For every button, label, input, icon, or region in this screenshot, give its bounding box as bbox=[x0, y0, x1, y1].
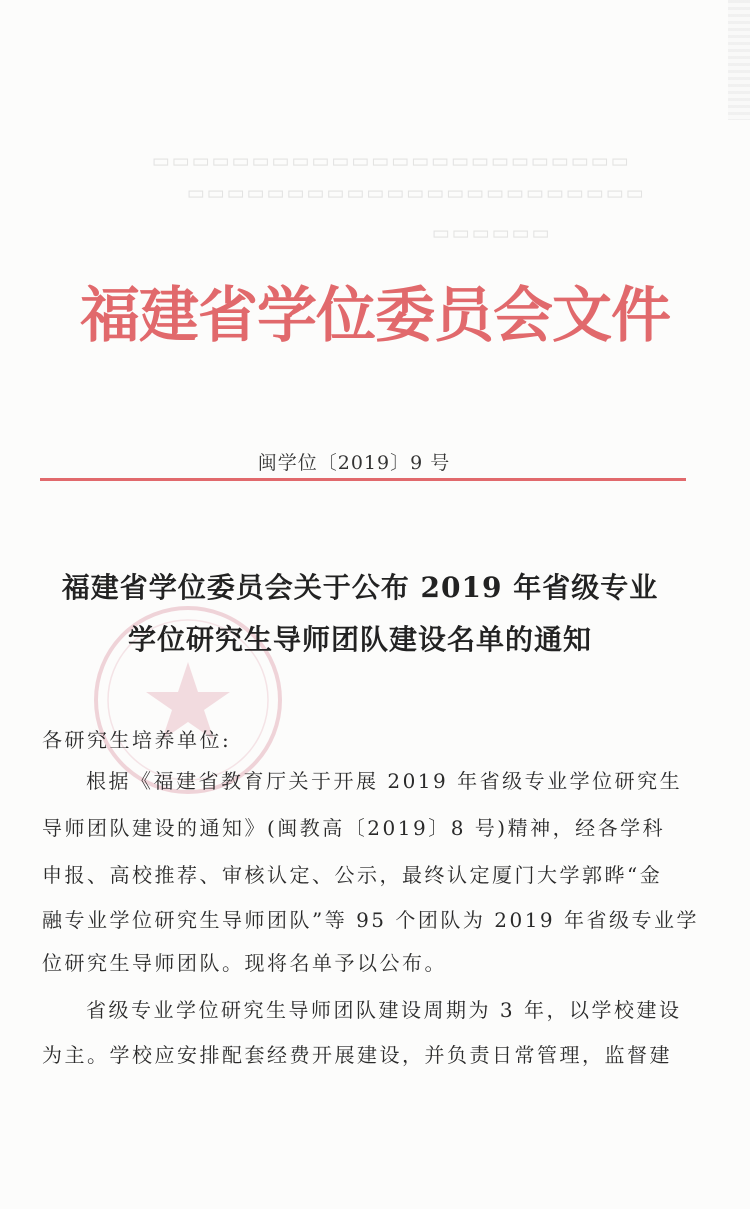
scan-edge-artifact bbox=[728, 0, 750, 120]
org-document-header: 福建省学位委员会文件 bbox=[80, 281, 670, 351]
paragraph-2-line: 为主。学校应安排配套经费开展建设，并负责日常管理，监督建 bbox=[42, 1043, 672, 1067]
paragraph-2-line: 省级专业学位研究生导师团队建设周期为 3 年，以学校建设 bbox=[86, 998, 682, 1022]
bleed-through-text: ▭▭▭▭▭▭ bbox=[430, 222, 550, 244]
paragraph-1-line: 申报、高校推荐、审核认定、公示，最终认定厦门大学郭晔“金 bbox=[42, 863, 663, 887]
salutation: 各研究生培养单位: bbox=[42, 728, 232, 752]
notice-title-line-1: 福建省学位委员会关于公布 2019 年省级专业 bbox=[61, 571, 659, 604]
notice-title-line-2: 学位研究生导师团队建设名单的通知 bbox=[127, 623, 592, 656]
paragraph-1-line: 位研究生导师团队。现将名单予以公布。 bbox=[42, 951, 447, 975]
paragraph-1-line: 根据《福建省教育厅关于开展 2019 年省级专业学位研究生 bbox=[86, 769, 683, 793]
paragraph-1-line: 导师团队建设的通知》(闽教高〔2019〕8 号)精神，经各学科 bbox=[42, 816, 666, 840]
document-number: 闽学位〔2019〕9 号 bbox=[257, 452, 451, 474]
paragraph-1-line: 融专业学位研究生导师团队”等 95 个团队为 2019 年省级专业学 bbox=[42, 908, 700, 932]
bleed-through-text: ▭▭▭▭▭▭▭▭▭▭▭▭▭▭▭▭▭▭▭▭▭▭▭ bbox=[185, 182, 644, 204]
bleed-through-text: ▭▭▭▭▭▭▭▭▭▭▭▭▭▭▭▭▭▭▭▭▭▭▭▭ bbox=[150, 150, 629, 172]
red-divider bbox=[40, 478, 686, 481]
